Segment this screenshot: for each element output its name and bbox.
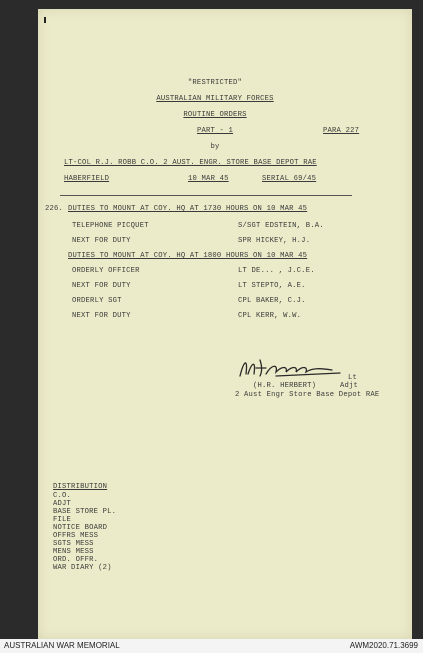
- footer-source: AUSTRALIAN WAR MEMORIAL: [4, 641, 120, 650]
- distribution-item: OFFRS MESS: [53, 532, 99, 540]
- by-label: by: [210, 143, 220, 151]
- duty-role: NEXT FOR DUTY: [72, 282, 131, 290]
- duty-name: SPR HICKEY, H.J.: [238, 237, 311, 245]
- order-number: 226.: [45, 205, 64, 213]
- punch-mark: [44, 17, 46, 23]
- para-label: PARA 227: [323, 127, 360, 135]
- distribution-heading: DISTRIBUTION: [53, 483, 108, 491]
- duty-name: LT DE... , J.C.E.: [238, 267, 315, 275]
- classification: "RESTRICTED": [187, 79, 243, 87]
- footer-bar: [0, 639, 423, 653]
- commander-line: LT-COL R.J. ROBB C.O. 2 AUST. ENGR. STORE BASE DEPOT RAE: [64, 159, 317, 167]
- document-title: ROUTINE ORDERS: [183, 111, 247, 119]
- distribution-item: ORD. OFFR.: [53, 556, 99, 564]
- date: 10 MAR 45: [188, 175, 229, 183]
- signatory-appointment: Adjt: [340, 382, 359, 390]
- force-title: AUSTRALIAN MILITARY FORCES: [156, 95, 274, 103]
- document-page: [38, 9, 412, 639]
- duty-role: ORDERLY OFFICER: [72, 267, 140, 275]
- serial: SERIAL 69/45: [262, 175, 317, 183]
- distribution-item: BASE STORE PL.: [53, 508, 117, 516]
- duty-name: CPL KERR, W.W.: [238, 312, 302, 320]
- duty-name: CPL BAKER, C.J.: [238, 297, 306, 305]
- duties-heading-2: DUTIES TO MOUNT AT COY. HQ AT 1800 HOURS ON 10 MAR 45: [68, 252, 308, 260]
- duty-role: ORDERLY SGT: [72, 297, 122, 305]
- distribution-item: WAR DIARY (2): [53, 564, 112, 572]
- duty-role: NEXT FOR DUTY: [72, 312, 131, 320]
- distribution-item: MENS MESS: [53, 548, 94, 556]
- signatory-unit: 2 Aust Engr Store Base Depot RAE: [235, 391, 380, 399]
- distribution-item: ADJT: [53, 500, 72, 508]
- footer-accession: AWM2020.71.3699: [349, 641, 418, 650]
- signatory-name: (H.R. HERBERT): [253, 382, 317, 390]
- divider-line: [60, 195, 352, 196]
- handwritten-signature: [236, 356, 356, 380]
- duty-name: LT STEPTO, A.E.: [238, 282, 306, 290]
- duty-name: S/SGT EDSTEIN, B.A.: [238, 222, 324, 230]
- distribution-item: C.O.: [53, 492, 72, 500]
- distribution-item: FILE: [53, 516, 72, 524]
- distribution-item: SGTS MESS: [53, 540, 94, 548]
- duty-role: NEXT FOR DUTY: [72, 237, 131, 245]
- signatory-rank: Lt: [348, 374, 358, 382]
- part-label: PART - 1: [196, 127, 234, 135]
- distribution-item: NOTICE BOARD: [53, 524, 108, 532]
- location: HABERFIELD: [64, 175, 110, 183]
- duty-role: TELEPHONE PICQUET: [72, 222, 149, 230]
- duties-heading-1: DUTIES TO MOUNT AT COY. HQ AT 1730 HOURS ON 10 MAR 45: [68, 205, 308, 213]
